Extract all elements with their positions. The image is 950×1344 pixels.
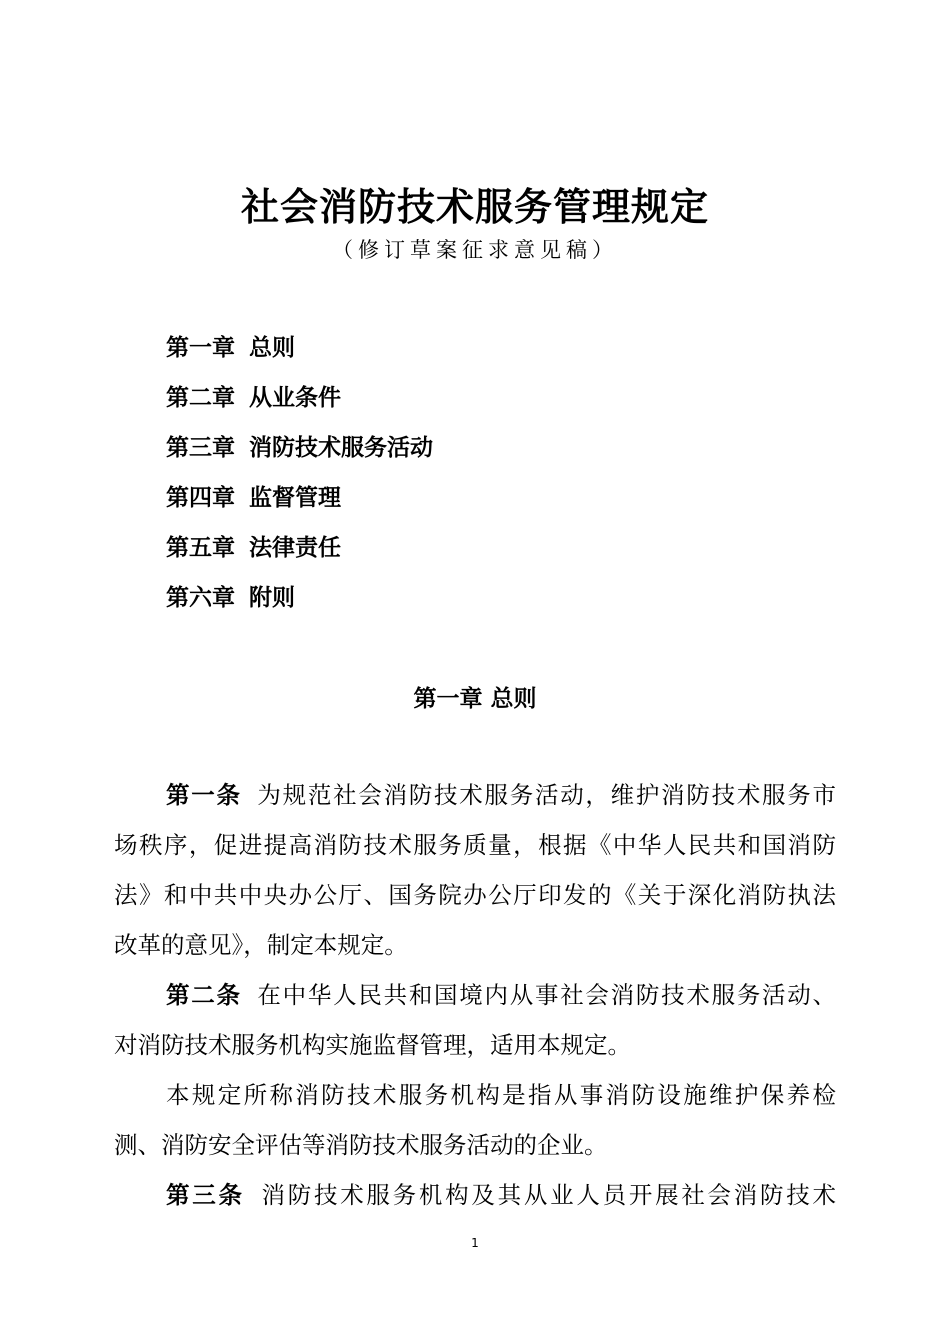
document-subtitle: （修订草案征求意见稿）	[332, 238, 618, 262]
body-text	[114, 775, 836, 1225]
toc-chapter-number: 第五章	[166, 535, 235, 561]
article-2-paragraph-line: 测、消防安全评估等消防技术服务活动的企业。	[114, 1131, 608, 1159]
article-1-line: 场秩序，促进提高消防技术服务质量，根据《中华人民共和国消防	[114, 831, 836, 859]
article-1-line: 改革的意见》，制定本规定。	[114, 931, 408, 959]
toc-item	[166, 582, 433, 632]
toc-chapter-name: 监督管理	[249, 485, 341, 511]
toc-item	[166, 482, 433, 532]
toc-chapter-name: 从业条件	[249, 385, 341, 411]
toc-chapter-name: 法律责任	[249, 535, 341, 561]
toc-chapter-name: 总则	[249, 335, 295, 361]
article-2-line: 对消防技术服务机构实施监督管理，适用本规定。	[114, 1031, 631, 1059]
toc-chapter-number: 第六章	[166, 585, 235, 611]
toc-chapter-name: 附则	[249, 585, 295, 611]
article-label: 第二条	[166, 981, 242, 1009]
article-1-line: 第一条 为规范社会消防技术服务活动，维护消防技术服务市	[166, 781, 837, 809]
toc-item	[166, 332, 433, 382]
document-title: 社会消防技术服务管理规定	[240, 184, 709, 229]
toc-item	[166, 382, 433, 432]
page-number: 1	[471, 1236, 479, 1250]
toc-chapter-name: 消防技术服务活动	[249, 435, 433, 461]
article-label: 第一条	[166, 781, 242, 809]
article-2-paragraph-line: 本规定所称消防技术服务机构是指从事消防设施维护保养检	[166, 1081, 836, 1109]
article-label: 第三条	[166, 1181, 245, 1209]
chapter-heading: 第一章 总则	[413, 686, 537, 712]
table-of-contents	[166, 332, 433, 632]
toc-chapter-number: 第二章	[166, 385, 235, 411]
article-1-line: 法》和中共中央办公厅、国务院办公厅印发的《关于深化消防执法	[114, 881, 836, 909]
toc-chapter-number: 第四章	[166, 485, 235, 511]
article-2-line: 第二条 在中华人民共和国境内从事社会消防技术服务活动、	[166, 981, 837, 1009]
article-3-line: 第三条 消防技术服务机构及其从业人员开展社会消防技术	[166, 1181, 837, 1209]
toc-chapter-number: 第一章	[166, 335, 235, 361]
toc-chapter-number: 第三章	[166, 435, 235, 461]
toc-item	[166, 532, 433, 582]
toc-item	[166, 432, 433, 482]
